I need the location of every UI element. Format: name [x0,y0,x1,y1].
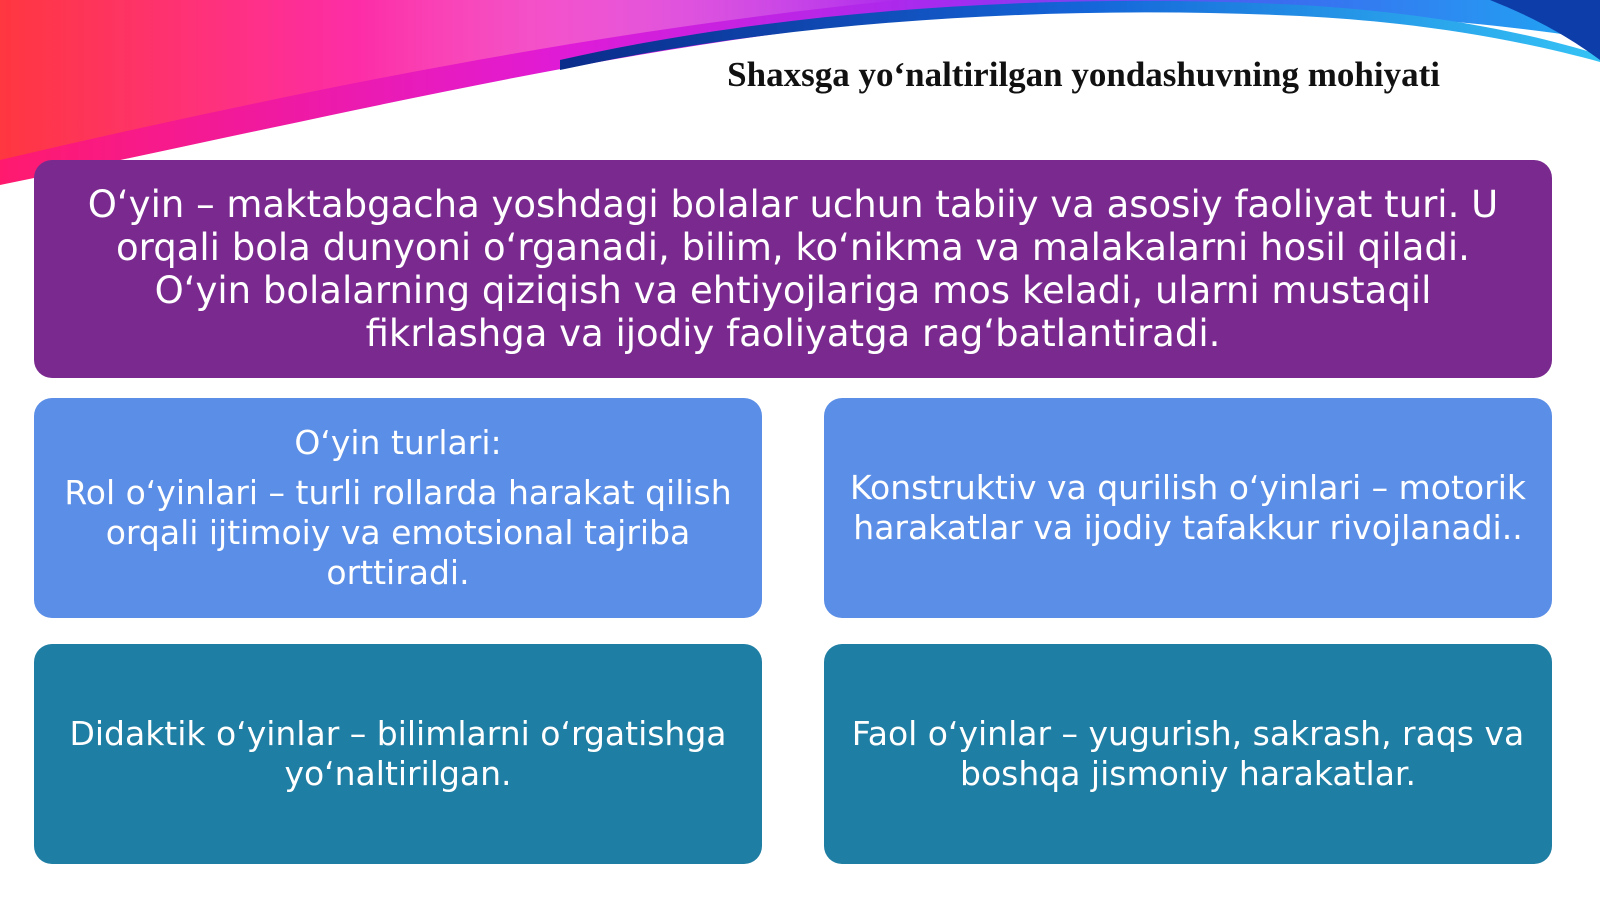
slide-title: Shaxsga yo‘naltirilgan yondashuvning mohiyati [727,55,1440,94]
didactic-card [34,644,762,864]
roles-card [34,398,762,618]
constructive-games-text: Konstruktiv va qurilish o‘yinlari – motorik harakatlar va ijodiy tafakkur rivojlanadi.. [850,468,1526,547]
role-games-text: Rol o‘yinlari – turli rollarda harakat qilish orqali ijtimoiy va emotsional tajriba orttiradi. [64,473,732,592]
game-types-heading: O‘yin turlari: [294,423,502,462]
active-games-text: Faol o‘yinlar – yugurish, sakrash, raqs va boshqa jismoniy harakatlar. [851,714,1525,793]
main-description-text: O‘yin – maktabgacha yoshdagi bolalar uchun tabiiy va asosiy faoliyat turi. U orqali bola dunyoni o‘rganadi, bilim, ko‘nikma va malakalarni hosil qiladi. O‘yin bolalarning qiziqish va ehtiyojlariga mos keladi, ularni mustaqil fikrlashga va ijodiy faoliyatga rag‘batlantiradi. [87,183,1499,355]
didactic-games-text: Didaktik o‘yinlar – bilimlarni o‘rgatishga yo‘naltirilgan. [69,714,727,793]
constructive-card [824,398,1552,618]
active-card [824,644,1552,864]
main-description-box [34,160,1552,378]
